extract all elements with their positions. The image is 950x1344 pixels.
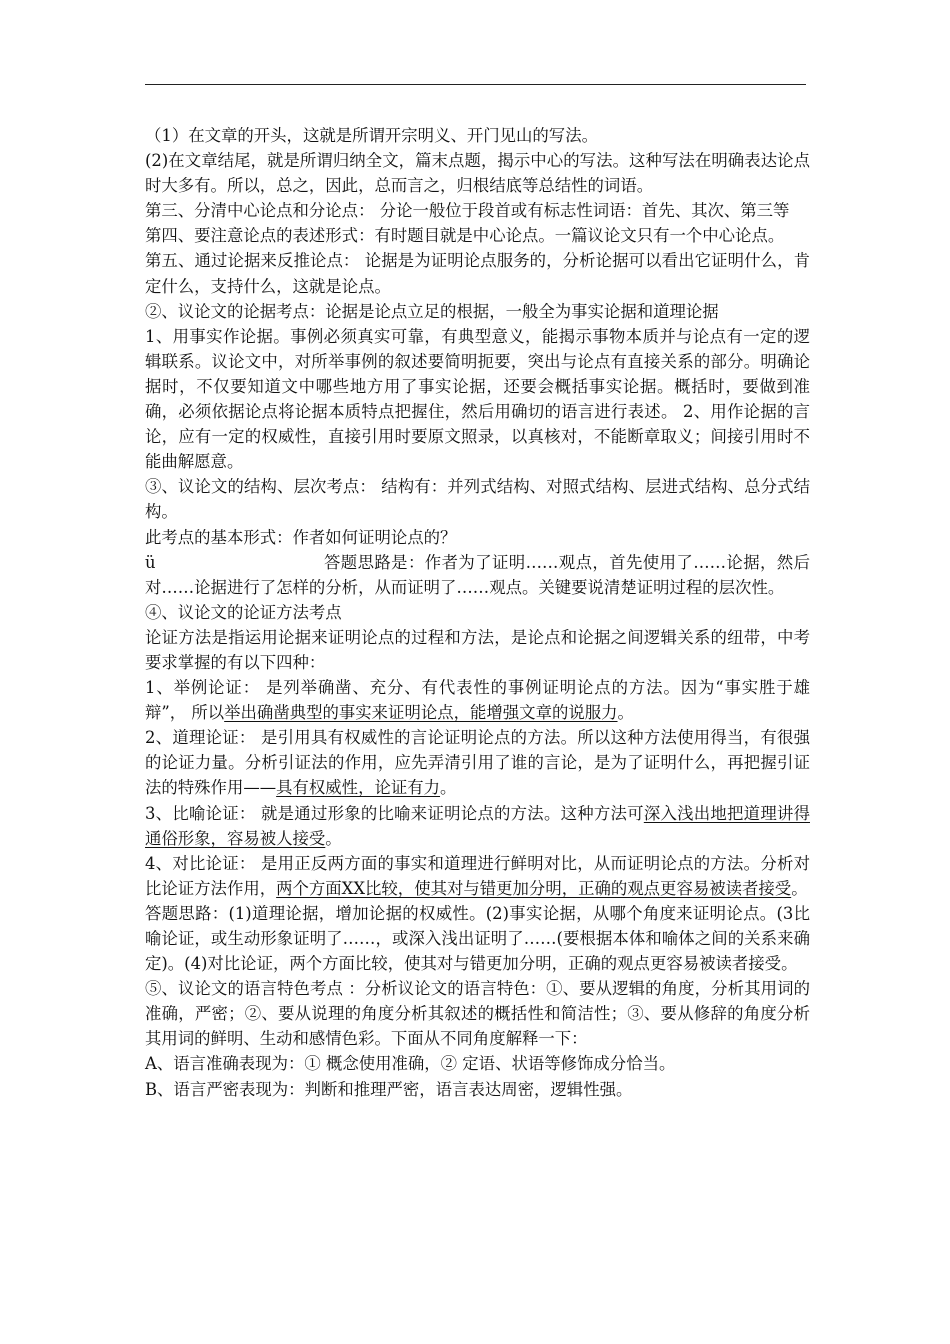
- paragraph-4: 第四、要注意论点的表述形式：有时题目就是中心论点。一篇议论文只有一个中心论点。: [145, 226, 785, 246]
- paragraph-reasoning-argument: 2、道理论证： 是引用具有权威性的言论证明论点的方法。所以这种方法使用得当，有很强的论证力量。分析引证法的作用，应先弄清引用了谁的言论，是为了证明什么，再把握引证法的特殊作用——具有权威性，论证有力。: [145, 728, 810, 798]
- paragraph-contrast-argument: 4、对比论证： 是用正反两方面的事实和道理进行鲜明对比，从而证明论点的方法。分析对比论证方法作用，两个方面XX比较，使其对与错更加分明，正确的观点更容易被读者接受。: [145, 853, 810, 898]
- paragraph-metaphor-argument: 3、比喻论证： 就是通过形象的比喻来证明论点的方法。这种方法可深入浅出地把道理讲得通俗形象，容易被人接受。: [145, 803, 810, 848]
- underlined-text: 举出确凿典型的事实来证明论点，能增强文章的说服力: [224, 703, 618, 723]
- paragraph-example-argument: 1、举例论证： 是列举确凿、充分、有代表性的事例证明论点的方法。因为“事实胜于雄辩”， 所以举出确凿典型的事实来证明论点，能增强文章的说服力。: [145, 678, 810, 723]
- paragraph-basic-form: 此考点的基本形式：作者如何证明论点的？: [145, 527, 457, 547]
- section-heading-structure: ③、议论文的结构、层次考点： 结构有：并列式结构、对照式结构、层进式结构、总分式结构。: [145, 477, 810, 522]
- section-heading-evidence: ②、议论文的论据考点：论据是论点立足的根据，一般全为事实论据和道理论据: [145, 301, 719, 321]
- section-heading-methods: ④、议论文的论证方法考点: [145, 602, 342, 622]
- section-heading-language: ⑤、议论文的语言特色考点 ：分析议论文的语言特色：①、要从逻辑的角度，分析其用词的准确，严密；②、要从说理的角度分析其叙述的概括性和简洁性；③、要从修辞的角度分析其用词的鲜明、生动和感情色彩。下面从不同角度解释一下：: [145, 979, 810, 1049]
- paragraph-methods-intro: 论证方法是指运用论据来证明论点的过程和方法，是论点和论据之间逻辑关系的纽带，中考要求掌握的有以下四种：: [145, 627, 810, 672]
- paragraph-answer-tips: 答题思路：(1)道理论据，增加论据的权威性。(2)事实论据，从哪个角度来证明论点。(3比喻论证，或生动形象证明了……，或深入浅出证明了……(要根据本体和喻体之间的关系来确定)。(4)对比论证，两个方面比较，使其对与错更加分明，正确的观点更容易被读者接受。: [145, 903, 810, 974]
- paragraph-language-a: A、语言准确表现为：① 概念使用准确，② 定语、状语等修饰成分恰当。: [145, 1054, 676, 1074]
- header-rule: [145, 84, 806, 85]
- underlined-text: 深入浅出地把道理讲得通俗形象，容易被人接受: [145, 803, 810, 848]
- paragraph-evidence-detail: 1、用事实作论据。事例必须真实可靠，有典型意义，能揭示事物本质并与论点有一定的逻辑联系。议论文中，对所举事例的叙述要简明扼要，突出与论点有直接关系的部分。明确论据时，不仅要知道文中哪些地方用了事实论据，还要会概括事实论据。概括时，要做到准确，必须依据论点将论据本质特点把握住，然后用确切的语言进行表述。 2、用作论据的言论，应有一定的权威性，直接引用时要原文照录，以真核对，不能断章取义；间接引用时不能曲解愿意。: [145, 326, 810, 472]
- document-body: [145, 123, 810, 1102]
- paragraph-1: （1）在文章的开头，这就是所谓开宗明义、开门见山的写法。: [145, 126, 598, 145]
- paragraph-5: 第五、通过论据来反推论点： 论据是为证明论点服务的，分析论据可以看出它证明什么，肯定什么，支持什么，这就是论点。: [145, 251, 810, 296]
- paragraph-language-b: B、语言严密表现为：判断和推理严密，语言表达周密，逻辑性强。: [145, 1079, 633, 1099]
- underlined-text: 具有权威性，论证有力: [276, 778, 441, 798]
- paragraph-3: 第三、分清中心论点和分论点： 分论一般位于段首或有标志性词语：首先、其次、第三等: [145, 201, 790, 221]
- paragraph-answer-approach: ü 答题思路是：作者为了证明……观点，首先使用了……论据，然后对……论据进行了怎样的分析，从而证明了……观点。关键要说清楚证明过程的层次性。: [145, 552, 810, 597]
- bullet-glyph: ü: [145, 552, 156, 572]
- paragraph-2: (2)在文章结尾，就是所谓归纳全文，篇末点题，揭示中心的写法。这种写法在明确表达论点时大多有。所以，总之，因此，总而言之，归根结底等总结性的词语。: [145, 151, 810, 196]
- underlined-text: 两个方面XX比较，使其对与错更加分明，正确的观点更容易被读者接受: [276, 878, 792, 898]
